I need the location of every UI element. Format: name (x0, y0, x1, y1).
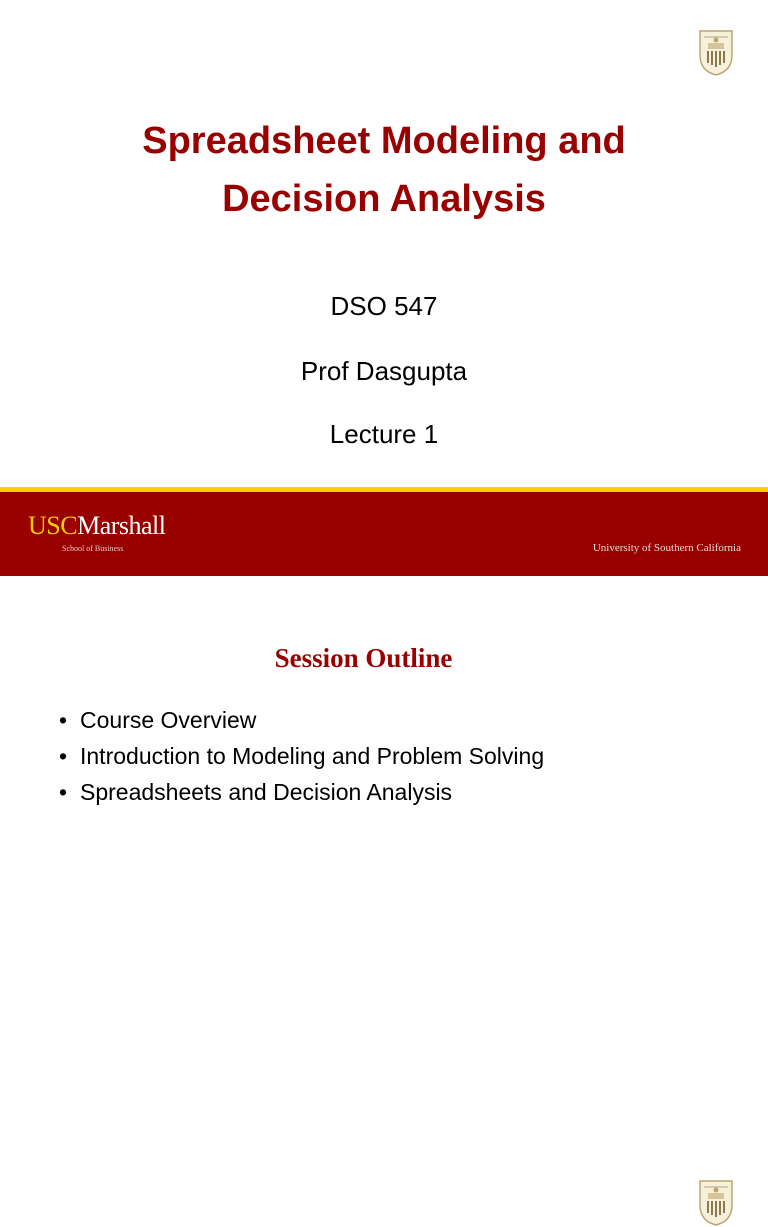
gold-stripe (0, 487, 768, 492)
logo-school-of-business: School of Business (62, 544, 124, 553)
usc-seal-icon (696, 1177, 736, 1227)
usc-marshall-logo (28, 511, 166, 541)
slide-title (0, 112, 768, 228)
outline-item-text: Spreadsheets and Decision Analysis (80, 779, 453, 805)
logo-usc: USC (28, 511, 78, 540)
bullet: • (59, 779, 68, 805)
title-line-1: Spreadsheet Modeling and (142, 120, 626, 162)
logo-marshall: Marshall (77, 511, 166, 540)
list-item (59, 774, 544, 810)
outline-list (59, 702, 544, 810)
outline-slide (0, 576, 768, 1024)
university-name: University of Southern California (592, 542, 741, 554)
session-outline-title: Session Outline (274, 643, 453, 673)
title-slide (0, 0, 768, 576)
list-item (59, 702, 544, 738)
bullet: • (59, 707, 68, 733)
lecture-number: Lecture 1 (329, 419, 439, 449)
course-code: DSO 547 (330, 291, 438, 321)
professor-name: Prof Dasgupta (300, 356, 468, 386)
usc-seal-icon (696, 27, 736, 77)
brand-footer (0, 487, 768, 576)
list-item (59, 738, 544, 774)
outline-item-text: Course Overview (80, 707, 257, 733)
bullet: • (59, 743, 68, 769)
title-line-2: Decision Analysis (222, 178, 546, 220)
outline-item-text: Introduction to Modeling and Problem Solving (80, 743, 545, 769)
